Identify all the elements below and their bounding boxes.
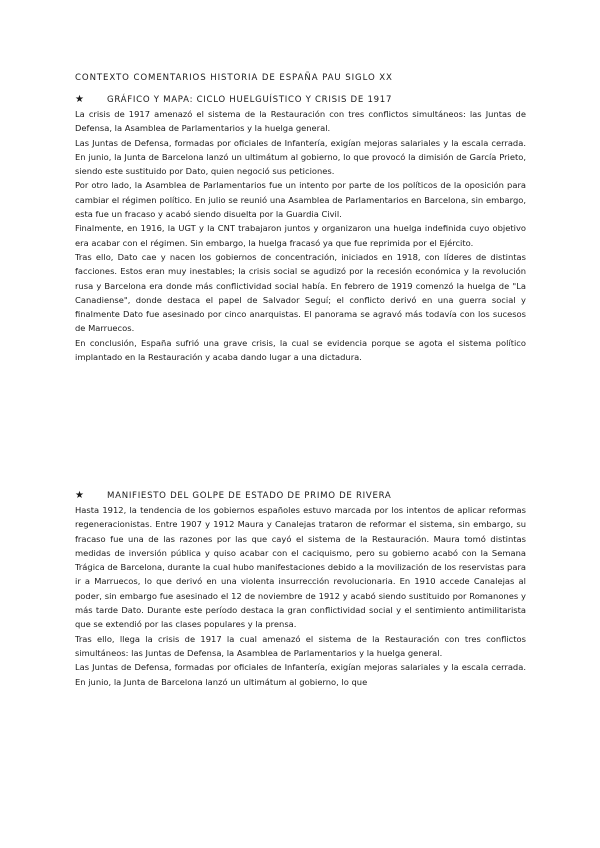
star-icon: ★: [75, 94, 85, 105]
paragraph: Tras ello, llega la crisis de 1917 la cual amenazó el sistema de la Restauración con tres conflictos simultáneos: las Juntas de Defensa, la Asamblea de Parlamentarios y la huelga general.: [75, 633, 526, 658]
section-heading-2-label: MANIFIESTO DEL GOLPE DE ESTADO DE PRIMO DE RIVERA: [107, 491, 392, 501]
section-heading-1-label: GRÁFICO Y MAPA: CICLO HUELGUÍSTICO Y CRISIS DE 1917: [107, 95, 393, 105]
star-icon: ★: [75, 490, 85, 501]
paragraph: Finalmente, en 1916, la UGT y la CNT trabajaron juntos y organizaron una huelga indefinida cuyo objetivo era acabar con el régimen. Sin embargo, la huelga fracasó ya que fue reprimida por el Ejército.: [75, 223, 526, 248]
section-2-body: [75, 503, 526, 689]
section-heading-1: [75, 94, 392, 105]
paragraph: La crisis de 1917 amenazó el sistema de la Restauración con tres conflictos simultáneos: las Juntas de Defensa, la Asamblea de Parlamentarios y la huelga general.: [75, 109, 526, 134]
section-1-body: [75, 107, 526, 364]
document-title: CONTEXTO COMENTARIOS HISTORIA DE ESPAÑA PAU SIGLO XX: [75, 73, 393, 83]
paragraph: En conclusión, España sufrió una grave crisis, la cual se evidencia porque se agota el sistema político implantado en la Restauración y acaba dando lugar a una dictadura.: [75, 337, 526, 363]
paragraph: Hasta 1912, la tendencia de los gobiernos españoles estuvo marcada por los intentos de aplicar reformas regeneracionistas. Entre 1907 y 1912 Maura y Canalejas trataron de reformar el sistema, sin embargo, su fracaso fue una de las razones por las que cayó el sistema de la Restauración. Maura tomó distintas medidas de inversión pública y quiso acabar con el caciquismo, pero su gobierno acabó con la Semana Trágica de Barcelona, durante la cual hubo manifestaciones debido a la movilización de los reservistas para ir a Marruecos, lo que derivó en una violenta insurrección revolucionaria. En 1910 accede Canalejas al poder, sin embargo fue asesinado el 12 de noviembre de 1912 y acabó siendo sustituido por Romanones y más tarde Dato. Durante este período destaca la gran conflictividad social y el sentimiento antimilitarista que se extendió por las clases populares y la prensa.: [75, 505, 526, 630]
paragraph: Las Juntas de Defensa, formadas por oficiales de Infantería, exigían mejoras salariales y la escala cerrada. En junio, la Junta de Barcelona lanzó un ultimátum al gobierno, lo que: [75, 662, 526, 687]
paragraph: Tras ello, Dato cae y nacen los gobiernos de concentración, iniciados en 1918, con líderes de distintas facciones. Estos eran muy inestables; la crisis social se agudizó por la recesión económica y la revolución rusa y Barcelona era donde más conflictividad social había. En febrero de 1919 comenzó la huelga de "La Canadiense", donde destaca el papel de Salvador Seguí; el conflicto derivó en una guerra social y finalmente Dato fue asesinado por cinco anarquistas. El panorama se agravó más todavía con los sucesos de Marruecos.: [75, 251, 526, 334]
section-heading-2: [75, 490, 392, 501]
paragraph: Por otro lado, la Asamblea de Parlamentarios fue un intento por parte de los políticos de la oposición para cambiar el régimen político. En julio se reunió una Asamblea de Parlamentarios en Barcelona, sin embargo, esta fue un fracaso y acabó siendo disuelta por la Guardia Civil.: [75, 180, 526, 220]
paragraph: Las Juntas de Defensa, formadas por oficiales de Infantería, exigían mejoras salariales y la escala cerrada. En junio, la Junta de Barcelona lanzó un ultimátum al gobierno, lo que provocó la dimisión de García Prieto, siendo este sustituido por Dato, quien negoció sus peticiones.: [75, 137, 526, 177]
